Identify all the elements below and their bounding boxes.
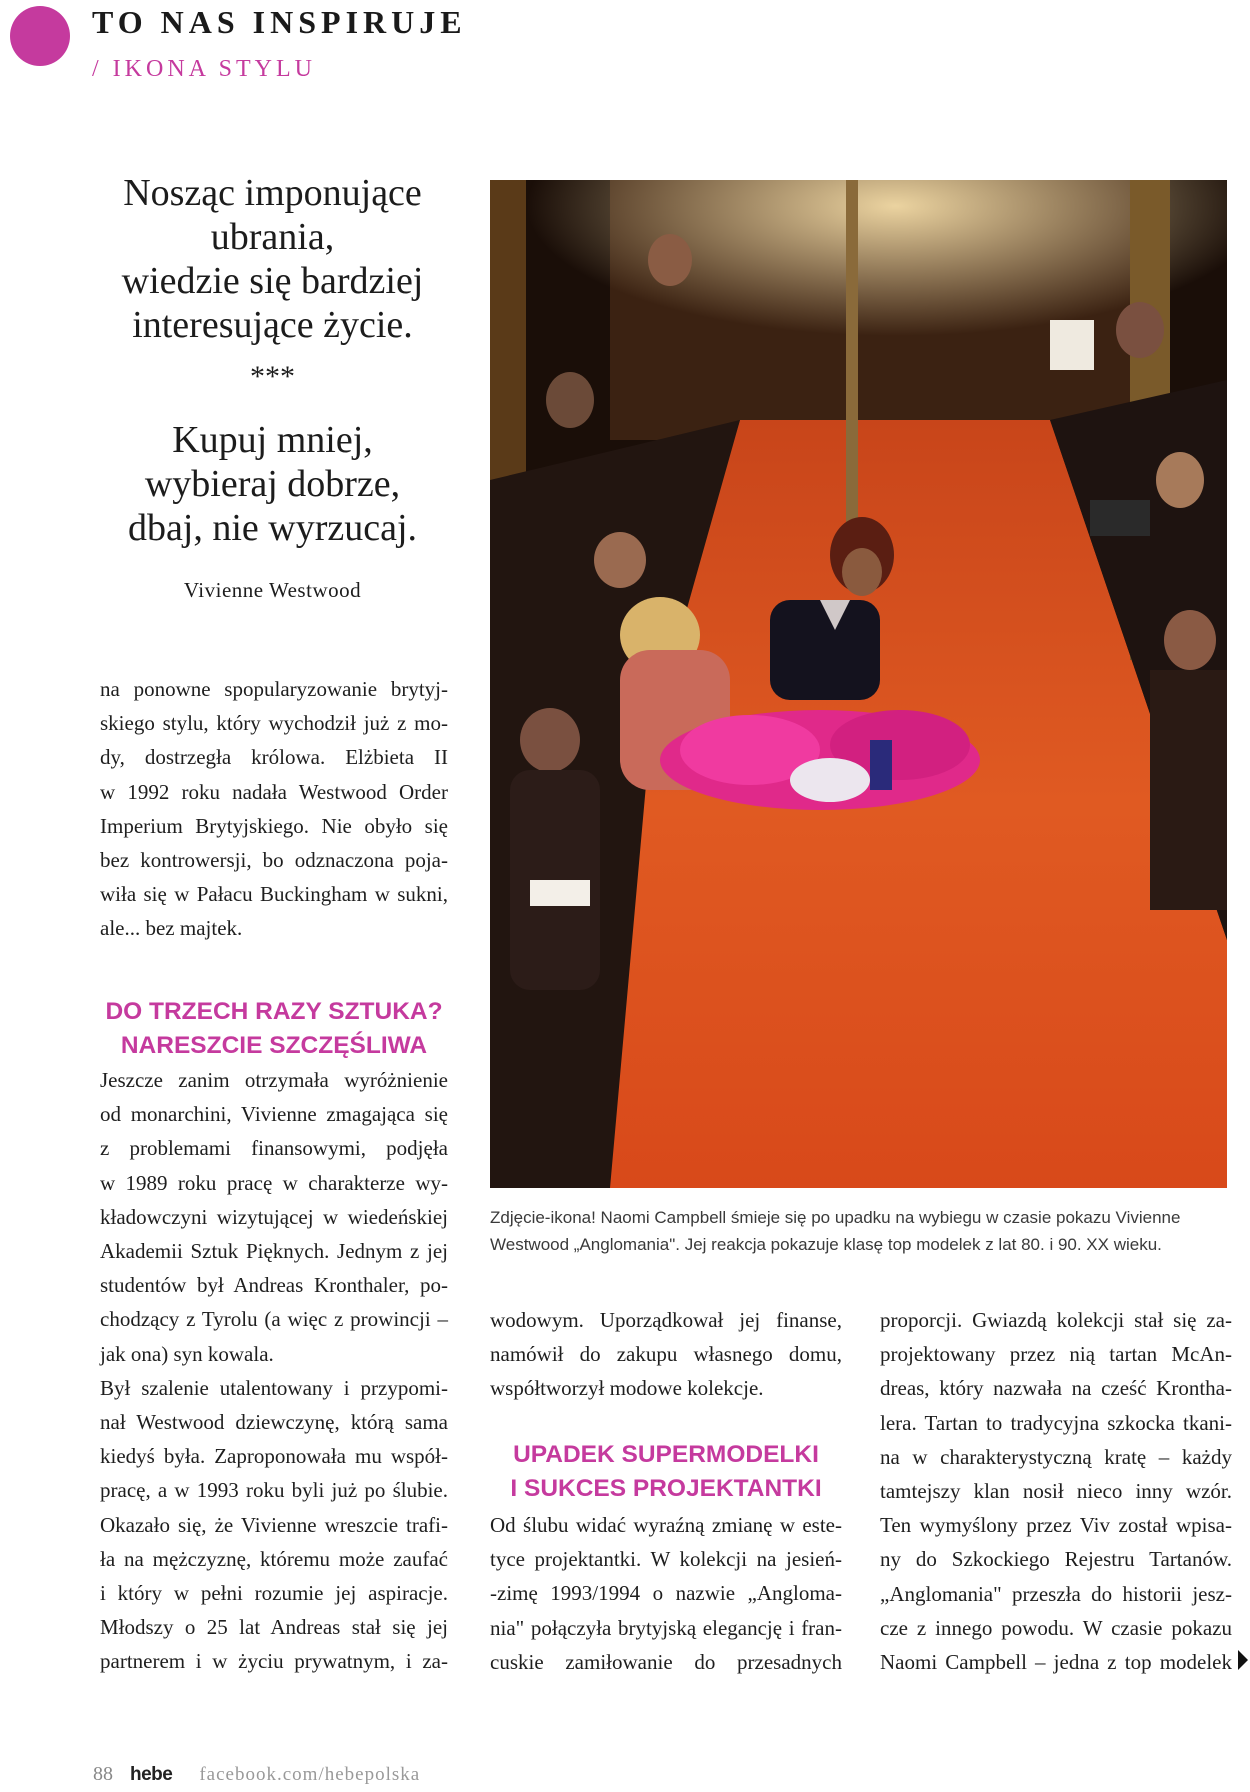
subheading-line: DO TRZECH RAZY SZTUKA? <box>105 998 443 1025</box>
text-line: Był szalenie utalentowany i przypomi- <box>100 1375 448 1400</box>
pull-quote-part-2 <box>95 418 450 550</box>
text-line: projektowany przez nią tartan McAn- <box>880 1342 1232 1367</box>
text-line: namówił do zakupu własnego domu, <box>490 1342 842 1367</box>
text-line: wiła się w Pałacu Buckingham w sukni, <box>100 882 448 907</box>
text-line: Imperium Brytyjskiego. Nie obyło się <box>100 813 448 838</box>
text-line: ale... bez majtek. <box>100 916 243 941</box>
text-line: partnerem i w życiu prywatnym, i za- <box>100 1649 448 1674</box>
text-line: dy, dostrzegła królowa. Elżbieta II <box>100 745 448 770</box>
text-line: -zimę 1993/1994 o nazwie „Angloma- <box>490 1581 842 1606</box>
text-line: wodowym. Uporządkował jej finanse, <box>490 1308 842 1332</box>
brand-logo: hebe <box>130 1764 173 1785</box>
text-line: na w charakterystyczną kratę – każdy <box>880 1444 1232 1469</box>
column-1-paragraph-1 <box>100 672 448 946</box>
section-subtitle: / IKONA STYLU <box>92 56 316 82</box>
text-line: Okazało się, że Vivienne wreszcie trafi- <box>100 1512 448 1537</box>
text-line: bez kontrowersji, bo odznaczona poja- <box>100 848 448 873</box>
text-line: ny do Szkockiego Rejestru Tartanów. <box>880 1547 1232 1572</box>
page-footer <box>93 1763 420 1786</box>
facebook-link[interactable]: facebook.com/hebepolska <box>199 1764 421 1785</box>
caption-line: Zdjęcie-ikona! Naomi Campbell śmieje się po upadku na wybiegu w czasie pokazu Vivienne <box>490 1208 1181 1227</box>
subheading-line: NARESZCIE SZCZĘŚLIWA <box>120 1032 428 1059</box>
text-line: Jeszcze zanim otrzymała wyróżnienie <box>100 1068 448 1092</box>
text-line: nia" połączyła brytyjską elegancję i fran- <box>490 1615 842 1640</box>
text-line: w 1989 roku pracę w charakterze wy- <box>100 1170 448 1195</box>
text-line: dreas, który nazwała na cześć Krontha- <box>880 1376 1232 1401</box>
quote-line: dbaj, nie wyrzucaj. <box>127 507 418 549</box>
subheading-upadek-supermodelki <box>490 1438 842 1506</box>
continue-arrow-icon <box>1238 1650 1248 1670</box>
text-line: jak ona) syn kowala. <box>100 1341 274 1366</box>
text-line: cze z innego powodu. W czasie pokazu <box>880 1615 1232 1640</box>
text-line: od monarchini, Vivienne zmagająca się <box>100 1102 448 1127</box>
subheading-do-trzech-razy <box>100 995 448 1063</box>
text-line: kładowczyni wizytującej w wiedeńskiej <box>100 1204 448 1229</box>
quote-line: Kupuj mniej, <box>172 419 373 461</box>
column-2-paragraph-2 <box>490 1508 842 1679</box>
runway-photo <box>490 180 1227 1188</box>
text-line: ła na mężczyznę, któremu może zaufać <box>100 1546 448 1571</box>
text-line: lera. Tartan to tradycyjna szkocka tkani- <box>880 1410 1232 1435</box>
quote-line: wybieraj dobrze, <box>144 463 401 505</box>
text-line: Naomi Campbell – jedna z top modelek <box>880 1650 1232 1675</box>
text-line: Młodszy o 25 lat Andreas stał się jej <box>100 1615 448 1640</box>
text-line: na ponowne spopularyzowanie brytyj- <box>100 677 448 701</box>
quote-author: Vivienne Westwood <box>183 578 362 602</box>
subheading-line: UPADEK SUPERMODELKI <box>513 1441 819 1468</box>
quote-separator: *** <box>250 360 295 393</box>
text-line: tamtejszy klan nosił nieco inny wzór. <box>880 1479 1232 1504</box>
text-line: pracę, a w 1993 roku byli już po ślubie. <box>100 1478 448 1503</box>
page-number: 88 <box>93 1763 113 1785</box>
text-line: w 1992 roku nadała Westwood Order <box>100 779 448 804</box>
text-line: i który w pełni rozumie jej aspiracje. <box>100 1581 448 1606</box>
pull-quote-part-1 <box>95 171 450 347</box>
text-line: skiego stylu, który wychodził już z mo- <box>100 711 448 736</box>
text-line: kiedyś była. Zaproponowała mu współ- <box>100 1444 448 1469</box>
quote-line: Nosząc imponujące <box>123 172 422 214</box>
photo-caption <box>490 1204 1227 1258</box>
quote-line: ubrania, <box>210 216 335 258</box>
text-line: proporcji. Gwiazdą kolekcji stał się za- <box>880 1308 1232 1332</box>
text-line: Od ślubu widać wyraźną zmianę w este- <box>490 1513 842 1537</box>
subheading-line: I SUKCES PROJEKTANTKI <box>510 1475 822 1502</box>
column-1-paragraph-2 <box>100 1063 448 1679</box>
text-line: współtworzył modowe kolekcje. <box>490 1376 764 1401</box>
text-line: Akademii Sztuk Pięknych. Jednym z jej <box>100 1239 448 1264</box>
quote-line: interesujące życie. <box>132 304 413 346</box>
quote-line: wiedzie się bardziej <box>121 260 424 302</box>
runway-photo-illustration <box>490 180 1227 1188</box>
text-line: nał Westwood dziewczynę, którą sama <box>100 1410 448 1435</box>
text-line: cuskie zamiłowanie do przesadnych <box>490 1649 842 1674</box>
column-3-paragraph <box>880 1303 1232 1679</box>
section-title: TO NAS INSPIRUJE <box>92 4 467 40</box>
text-line: Ten wymyślony przez Viv został wpisa- <box>880 1513 1232 1538</box>
text-line: chodzący z Tyrolu (a więc z prowincji – <box>100 1307 448 1332</box>
text-line: „Anglomania" przeszła do historii jesz- <box>880 1581 1232 1606</box>
text-line: z problemami finansowymi, podjęła <box>100 1136 448 1161</box>
column-2-paragraph-1 <box>490 1303 842 1406</box>
text-line: studentów był Andreas Kronthaler, po- <box>100 1273 448 1298</box>
text-line: tyce projektantki. W kolekcji na jesień- <box>490 1547 842 1572</box>
section-dot <box>10 6 70 66</box>
caption-line: Westwood „Anglomania". Jej reakcja pokazuje klasę top modelek z lat 80. i 90. XX wieku. <box>490 1235 1162 1254</box>
